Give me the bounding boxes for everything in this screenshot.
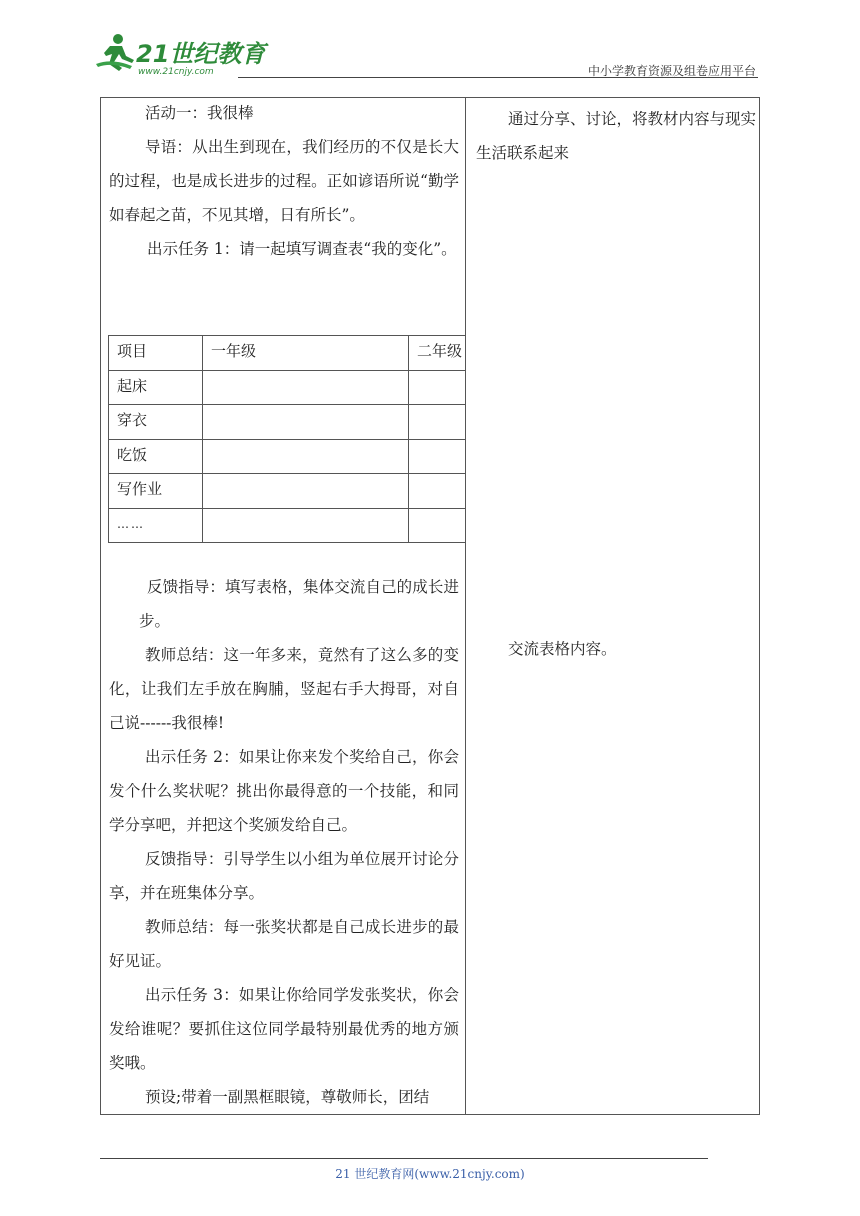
task1-text: 出示任务 1：请一起填写调查表“我的变化”。 bbox=[147, 240, 457, 258]
survey-row bbox=[109, 370, 466, 405]
task2-paragraph: 出示任务 2：如果让你来发个奖给自己，你会发个什么奖状呢？挑出你最得意的一个技能，和同学分享吧，并把这个奖颁发给自己。 bbox=[109, 748, 459, 834]
input-cell[interactable] bbox=[203, 405, 409, 440]
feedback1-text: 反馈指导：填写表格，集体交流自己的成长进步。 bbox=[139, 578, 459, 630]
survey-row bbox=[109, 474, 466, 509]
survey-row bbox=[109, 439, 466, 474]
input-cell[interactable] bbox=[203, 508, 409, 543]
footer-link[interactable]: 21 世纪教育网(www.21cnjy.com) bbox=[335, 1167, 525, 1181]
teaching-process-column bbox=[101, 98, 465, 1114]
intent-note-2: 交流表格内容。 bbox=[508, 640, 617, 658]
feedback2-paragraph: 反馈指导：引导学生以小组为单位展开讨论分享，并在班集体分享。 bbox=[109, 850, 459, 902]
input-cell[interactable] bbox=[409, 439, 466, 474]
input-cell[interactable] bbox=[409, 508, 466, 543]
logo-url: www.21cnjy.com bbox=[138, 67, 214, 76]
input-cell[interactable] bbox=[409, 370, 466, 405]
input-cell[interactable] bbox=[409, 474, 466, 509]
survey-table bbox=[108, 335, 465, 543]
survey-header-row bbox=[109, 336, 466, 371]
preset-paragraph: 预设;带着一副黑框眼镜，尊敬师长，团结 bbox=[145, 1088, 430, 1106]
header-cell: 二年级 bbox=[409, 336, 466, 371]
feedback1-paragraph bbox=[109, 570, 459, 638]
task3-paragraph: 出示任务 3：如果让你给同学发张奖状，你会发给谁呢？要抓住这位同学最特别最优秀的地方颁奖哦。 bbox=[109, 986, 459, 1072]
logo-text: 21世纪教育 bbox=[136, 40, 266, 68]
footer-divider bbox=[100, 1158, 708, 1159]
input-cell[interactable] bbox=[409, 405, 466, 440]
page-header bbox=[92, 30, 758, 78]
intro-paragraph: 导语：从出生到现在，我们经历的不仅是长大的过程，也是成长进步的过程。正如谚语所说“勤学如春起之苗，不见其增，日有所长”。 bbox=[109, 138, 459, 224]
summary1-paragraph: 教师总结：这一年多来，竟然有了这么多的变化，让我们左手放在胸脯，竖起右手大拇哥，对自己说------我很棒! bbox=[109, 646, 459, 732]
input-cell[interactable] bbox=[203, 474, 409, 509]
survey-row bbox=[109, 405, 466, 440]
activity-title: 活动一：我很棒 bbox=[145, 104, 254, 122]
site-logo[interactable] bbox=[92, 30, 272, 76]
row-label-ellipsis: …… bbox=[109, 508, 203, 543]
row-label: 穿衣 bbox=[109, 405, 203, 440]
survey-row bbox=[109, 508, 466, 543]
header-cell: 一年级 bbox=[203, 336, 409, 371]
row-label: 写作业 bbox=[109, 474, 203, 509]
input-cell[interactable] bbox=[203, 439, 409, 474]
row-label: 吃饭 bbox=[109, 439, 203, 474]
lesson-table bbox=[100, 97, 760, 1115]
task1-paragraph bbox=[109, 232, 459, 266]
header-cell: 项目 bbox=[109, 336, 203, 371]
design-intent-column bbox=[466, 98, 759, 1114]
row-label: 起床 bbox=[109, 370, 203, 405]
runner-logo-icon bbox=[92, 30, 272, 76]
summary2-paragraph: 教师总结：每一张奖状都是自己成长进步的最好见证。 bbox=[109, 918, 459, 970]
intent-note-1: 通过分享、讨论，将教材内容与现实生活联系起来 bbox=[476, 110, 757, 162]
header-divider bbox=[238, 77, 758, 78]
input-cell[interactable] bbox=[203, 370, 409, 405]
platform-slogan: 中小学教育资源及组卷应用平台 bbox=[587, 64, 756, 78]
